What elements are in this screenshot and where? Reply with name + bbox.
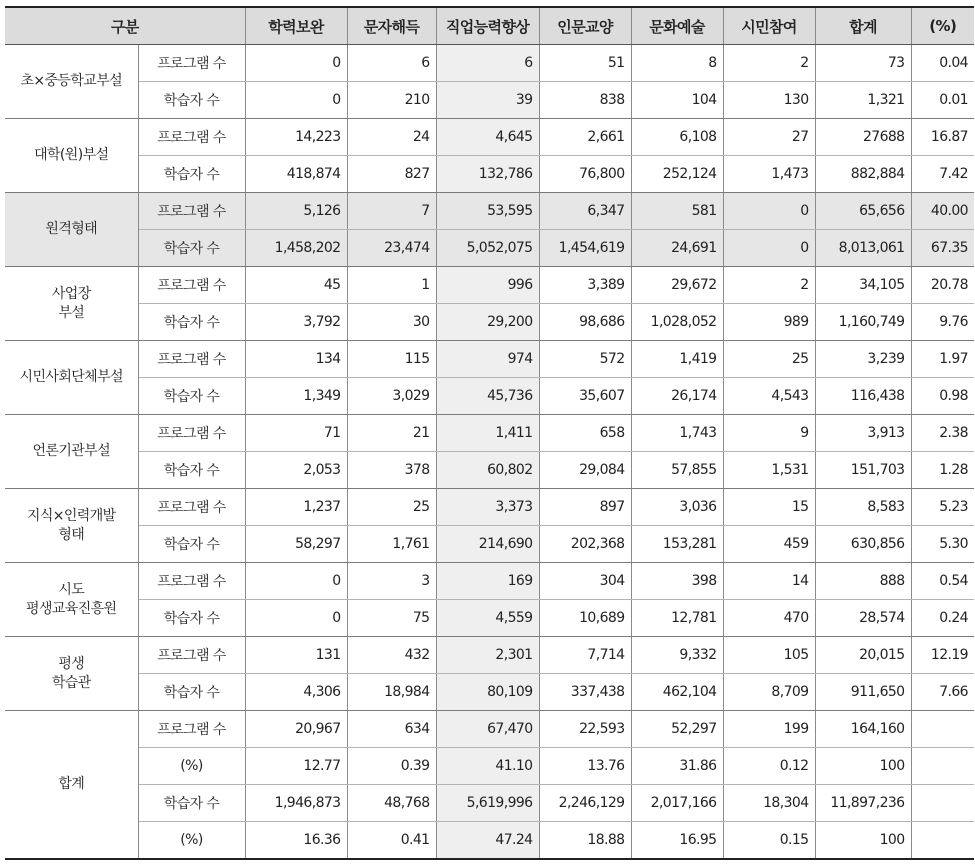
value-cell: 0 bbox=[245, 45, 347, 82]
value-cell: 76,800 bbox=[539, 156, 631, 193]
row-label: 프로그램 수 bbox=[138, 119, 245, 156]
value-cell: 28,574 bbox=[815, 600, 911, 637]
value-cell: 1,237 bbox=[245, 489, 347, 526]
value-cell: 45 bbox=[245, 267, 347, 304]
value-cell: 214,690 bbox=[436, 526, 539, 563]
value-cell: 6,347 bbox=[539, 193, 631, 230]
value-cell: 9,332 bbox=[631, 637, 723, 674]
value-cell: 14 bbox=[723, 563, 815, 600]
value-cell: 169 bbox=[436, 563, 539, 600]
header-col: 합계 bbox=[815, 7, 911, 45]
value-cell: 164,160 bbox=[815, 711, 911, 748]
value-cell: 1,473 bbox=[723, 156, 815, 193]
value-cell: 24 bbox=[347, 119, 436, 156]
table-row bbox=[5, 748, 974, 785]
value-cell: 104 bbox=[631, 82, 723, 119]
value-cell: 1,411 bbox=[436, 415, 539, 452]
value-cell: 1,028,052 bbox=[631, 304, 723, 341]
value-cell: 131 bbox=[245, 637, 347, 674]
value-cell: 1,743 bbox=[631, 415, 723, 452]
row-label: 프로그램 수 bbox=[138, 711, 245, 748]
value-cell: 98,686 bbox=[539, 304, 631, 341]
value-cell: 29,200 bbox=[436, 304, 539, 341]
value-cell: 838 bbox=[539, 82, 631, 119]
value-cell: 10,689 bbox=[539, 600, 631, 637]
value-cell: 4,559 bbox=[436, 600, 539, 637]
value-cell: 15 bbox=[723, 489, 815, 526]
table-row bbox=[5, 711, 974, 748]
group-label: 시도 평생교육진흥원 bbox=[5, 563, 138, 637]
value-cell: 1.28 bbox=[911, 452, 974, 489]
value-cell: 8 bbox=[631, 45, 723, 82]
value-cell: 5,052,075 bbox=[436, 230, 539, 267]
row-label: 프로그램 수 bbox=[138, 193, 245, 230]
value-cell: 8,013,061 bbox=[815, 230, 911, 267]
value-cell: 105 bbox=[723, 637, 815, 674]
value-cell: 3 bbox=[347, 563, 436, 600]
value-cell: 1,349 bbox=[245, 378, 347, 415]
value-cell: 24,691 bbox=[631, 230, 723, 267]
value-cell: 5.23 bbox=[911, 489, 974, 526]
value-cell bbox=[911, 748, 974, 785]
table-row bbox=[5, 452, 974, 489]
value-cell: 67.35 bbox=[911, 230, 974, 267]
value-cell: 1.97 bbox=[911, 341, 974, 378]
value-cell: 304 bbox=[539, 563, 631, 600]
value-cell: 2,246,129 bbox=[539, 785, 631, 822]
value-cell: 9 bbox=[723, 415, 815, 452]
value-cell: 996 bbox=[436, 267, 539, 304]
value-cell: 658 bbox=[539, 415, 631, 452]
value-cell: 432 bbox=[347, 637, 436, 674]
header-col: 직업능력향상 bbox=[436, 7, 539, 45]
header-col: 인문교양 bbox=[539, 7, 631, 45]
value-cell: 7,714 bbox=[539, 637, 631, 674]
value-cell: 2.38 bbox=[911, 415, 974, 452]
value-cell: 22,593 bbox=[539, 711, 631, 748]
value-cell: 630,856 bbox=[815, 526, 911, 563]
value-cell: 73 bbox=[815, 45, 911, 82]
value-cell: 67,470 bbox=[436, 711, 539, 748]
value-cell: 0 bbox=[245, 563, 347, 600]
group-label: 대학(원)부설 bbox=[5, 119, 138, 193]
value-cell: 634 bbox=[347, 711, 436, 748]
value-cell: 53,595 bbox=[436, 193, 539, 230]
value-cell: 132,786 bbox=[436, 156, 539, 193]
value-cell: 18.88 bbox=[539, 822, 631, 860]
table-row bbox=[5, 156, 974, 193]
value-cell: 911,650 bbox=[815, 674, 911, 711]
value-cell: 1,531 bbox=[723, 452, 815, 489]
value-cell bbox=[911, 711, 974, 748]
value-cell: 13.76 bbox=[539, 748, 631, 785]
value-cell: 34,105 bbox=[815, 267, 911, 304]
value-cell: 30 bbox=[347, 304, 436, 341]
value-cell: 25 bbox=[723, 341, 815, 378]
value-cell: 470 bbox=[723, 600, 815, 637]
row-label: 학습자 수 bbox=[138, 674, 245, 711]
value-cell: 47.24 bbox=[436, 822, 539, 860]
row-label: 프로그램 수 bbox=[138, 45, 245, 82]
value-cell: 7 bbox=[347, 193, 436, 230]
value-cell: 29,084 bbox=[539, 452, 631, 489]
value-cell: 6,108 bbox=[631, 119, 723, 156]
row-label: 프로그램 수 bbox=[138, 341, 245, 378]
value-cell: 12.77 bbox=[245, 748, 347, 785]
value-cell: 7.42 bbox=[911, 156, 974, 193]
table-row bbox=[5, 119, 974, 156]
value-cell: 48,768 bbox=[347, 785, 436, 822]
value-cell: 0.41 bbox=[347, 822, 436, 860]
value-cell: 8,583 bbox=[815, 489, 911, 526]
value-cell: 9.76 bbox=[911, 304, 974, 341]
value-cell: 378 bbox=[347, 452, 436, 489]
value-cell: 1,946,873 bbox=[245, 785, 347, 822]
value-cell: 3,036 bbox=[631, 489, 723, 526]
group-label: 원격형태 bbox=[5, 193, 138, 267]
value-cell: 16.36 bbox=[245, 822, 347, 860]
row-label: 프로그램 수 bbox=[138, 267, 245, 304]
value-cell: 4,543 bbox=[723, 378, 815, 415]
table-row bbox=[5, 45, 974, 82]
group-label: 시민사회단체부설 bbox=[5, 341, 138, 415]
value-cell: 418,874 bbox=[245, 156, 347, 193]
value-cell: 4,306 bbox=[245, 674, 347, 711]
value-cell: 0.54 bbox=[911, 563, 974, 600]
table-row bbox=[5, 637, 974, 674]
value-cell: 897 bbox=[539, 489, 631, 526]
value-cell: 20.78 bbox=[911, 267, 974, 304]
value-cell: 16.95 bbox=[631, 822, 723, 860]
table-row bbox=[5, 489, 974, 526]
value-cell: 16.87 bbox=[911, 119, 974, 156]
group-label: 지식×인력개발 형태 bbox=[5, 489, 138, 563]
value-cell: 1,454,619 bbox=[539, 230, 631, 267]
header-col: 시민참여 bbox=[723, 7, 815, 45]
value-cell: 57,855 bbox=[631, 452, 723, 489]
value-cell: 134 bbox=[245, 341, 347, 378]
table-row bbox=[5, 563, 974, 600]
value-cell: 199 bbox=[723, 711, 815, 748]
value-cell: 12.19 bbox=[911, 637, 974, 674]
table-row bbox=[5, 341, 974, 378]
value-cell: 459 bbox=[723, 526, 815, 563]
value-cell: 7.66 bbox=[911, 674, 974, 711]
value-cell: 29,672 bbox=[631, 267, 723, 304]
value-cell: 40.00 bbox=[911, 193, 974, 230]
value-cell: 974 bbox=[436, 341, 539, 378]
row-label: 학습자 수 bbox=[138, 785, 245, 822]
value-cell: 39 bbox=[436, 82, 539, 119]
value-cell: 25 bbox=[347, 489, 436, 526]
row-label: 프로그램 수 bbox=[138, 415, 245, 452]
header-category: 구분 bbox=[5, 7, 245, 45]
value-cell: 100 bbox=[815, 748, 911, 785]
value-cell: 1,761 bbox=[347, 526, 436, 563]
value-cell: 20,967 bbox=[245, 711, 347, 748]
value-cell: 3,029 bbox=[347, 378, 436, 415]
value-cell: 1 bbox=[347, 267, 436, 304]
value-cell: 6 bbox=[347, 45, 436, 82]
value-cell: 27688 bbox=[815, 119, 911, 156]
table-row bbox=[5, 193, 974, 230]
value-cell: 1,419 bbox=[631, 341, 723, 378]
row-label: (%) bbox=[138, 822, 245, 860]
value-cell: 5.30 bbox=[911, 526, 974, 563]
value-cell: 60,802 bbox=[436, 452, 539, 489]
value-cell: 0.24 bbox=[911, 600, 974, 637]
header-col: 문자해득 bbox=[347, 7, 436, 45]
value-cell: 581 bbox=[631, 193, 723, 230]
value-cell: 5,126 bbox=[245, 193, 347, 230]
value-cell: 0.15 bbox=[723, 822, 815, 860]
value-cell: 882,884 bbox=[815, 156, 911, 193]
row-label: 학습자 수 bbox=[138, 230, 245, 267]
value-cell: 5,619,996 bbox=[436, 785, 539, 822]
row-label: 프로그램 수 bbox=[138, 563, 245, 600]
value-cell bbox=[911, 785, 974, 822]
value-cell: 3,239 bbox=[815, 341, 911, 378]
value-cell: 1,160,749 bbox=[815, 304, 911, 341]
value-cell: 52,297 bbox=[631, 711, 723, 748]
value-cell: 2 bbox=[723, 267, 815, 304]
row-label: 학습자 수 bbox=[138, 82, 245, 119]
value-cell: 0.98 bbox=[911, 378, 974, 415]
group-label: 평생 학습관 bbox=[5, 637, 138, 711]
value-cell: 65,656 bbox=[815, 193, 911, 230]
value-cell: 1,321 bbox=[815, 82, 911, 119]
value-cell: 3,373 bbox=[436, 489, 539, 526]
value-cell: 252,124 bbox=[631, 156, 723, 193]
value-cell: 0 bbox=[245, 600, 347, 637]
value-cell: 2,301 bbox=[436, 637, 539, 674]
statistics-table bbox=[5, 6, 974, 860]
value-cell: 3,389 bbox=[539, 267, 631, 304]
value-cell: 18,984 bbox=[347, 674, 436, 711]
value-cell: 21 bbox=[347, 415, 436, 452]
value-cell: 153,281 bbox=[631, 526, 723, 563]
table-row bbox=[5, 304, 974, 341]
value-cell: 51 bbox=[539, 45, 631, 82]
value-cell: 0.39 bbox=[347, 748, 436, 785]
value-cell: 130 bbox=[723, 82, 815, 119]
value-cell: 2,661 bbox=[539, 119, 631, 156]
row-label: 프로그램 수 bbox=[138, 489, 245, 526]
value-cell: 0.12 bbox=[723, 748, 815, 785]
value-cell: 0.01 bbox=[911, 82, 974, 119]
value-cell: 35,607 bbox=[539, 378, 631, 415]
row-label: 학습자 수 bbox=[138, 304, 245, 341]
table-row bbox=[5, 378, 974, 415]
value-cell: 3,913 bbox=[815, 415, 911, 452]
group-label: 초×중등학교부설 bbox=[5, 45, 138, 119]
value-cell: 12,781 bbox=[631, 600, 723, 637]
table-row bbox=[5, 822, 974, 860]
value-cell: 398 bbox=[631, 563, 723, 600]
row-label: 학습자 수 bbox=[138, 156, 245, 193]
value-cell: 2,017,166 bbox=[631, 785, 723, 822]
table-row bbox=[5, 785, 974, 822]
value-cell: 71 bbox=[245, 415, 347, 452]
table-row bbox=[5, 415, 974, 452]
row-label: 학습자 수 bbox=[138, 452, 245, 489]
value-cell: 58,297 bbox=[245, 526, 347, 563]
table-row bbox=[5, 674, 974, 711]
value-cell: 462,104 bbox=[631, 674, 723, 711]
value-cell: 14,223 bbox=[245, 119, 347, 156]
value-cell: 210 bbox=[347, 82, 436, 119]
group-label: 사업장 부설 bbox=[5, 267, 138, 341]
value-cell: 337,438 bbox=[539, 674, 631, 711]
value-cell: 0 bbox=[723, 230, 815, 267]
row-label: 학습자 수 bbox=[138, 378, 245, 415]
value-cell: 11,897,236 bbox=[815, 785, 911, 822]
table-body bbox=[5, 45, 974, 860]
group-label: 합계 bbox=[5, 711, 138, 860]
value-cell: 888 bbox=[815, 563, 911, 600]
header-col: (%) bbox=[911, 7, 974, 45]
value-cell: 0 bbox=[245, 82, 347, 119]
value-cell: 2 bbox=[723, 45, 815, 82]
value-cell: 0.04 bbox=[911, 45, 974, 82]
value-cell: 2,053 bbox=[245, 452, 347, 489]
value-cell: 100 bbox=[815, 822, 911, 860]
value-cell: 151,703 bbox=[815, 452, 911, 489]
table-row bbox=[5, 82, 974, 119]
table-row bbox=[5, 526, 974, 563]
value-cell: 20,015 bbox=[815, 637, 911, 674]
value-cell: 26,174 bbox=[631, 378, 723, 415]
header-col: 학력보완 bbox=[245, 7, 347, 45]
row-label: (%) bbox=[138, 748, 245, 785]
value-cell: 80,109 bbox=[436, 674, 539, 711]
value-cell: 75 bbox=[347, 600, 436, 637]
value-cell: 202,368 bbox=[539, 526, 631, 563]
value-cell: 4,645 bbox=[436, 119, 539, 156]
value-cell: 8,709 bbox=[723, 674, 815, 711]
table-row bbox=[5, 267, 974, 304]
table-row bbox=[5, 230, 974, 267]
row-label: 학습자 수 bbox=[138, 600, 245, 637]
value-cell: 0 bbox=[723, 193, 815, 230]
value-cell: 115 bbox=[347, 341, 436, 378]
row-label: 학습자 수 bbox=[138, 526, 245, 563]
value-cell: 6 bbox=[436, 45, 539, 82]
value-cell bbox=[911, 822, 974, 860]
value-cell: 1,458,202 bbox=[245, 230, 347, 267]
value-cell: 3,792 bbox=[245, 304, 347, 341]
value-cell: 45,736 bbox=[436, 378, 539, 415]
value-cell: 23,474 bbox=[347, 230, 436, 267]
value-cell: 572 bbox=[539, 341, 631, 378]
value-cell: 41.10 bbox=[436, 748, 539, 785]
value-cell: 18,304 bbox=[723, 785, 815, 822]
value-cell: 989 bbox=[723, 304, 815, 341]
row-label: 프로그램 수 bbox=[138, 637, 245, 674]
value-cell: 116,438 bbox=[815, 378, 911, 415]
table-row bbox=[5, 600, 974, 637]
group-label: 언론기관부설 bbox=[5, 415, 138, 489]
header-col: 문화예술 bbox=[631, 7, 723, 45]
value-cell: 827 bbox=[347, 156, 436, 193]
value-cell: 27 bbox=[723, 119, 815, 156]
header-row bbox=[5, 7, 974, 45]
value-cell: 31.86 bbox=[631, 748, 723, 785]
